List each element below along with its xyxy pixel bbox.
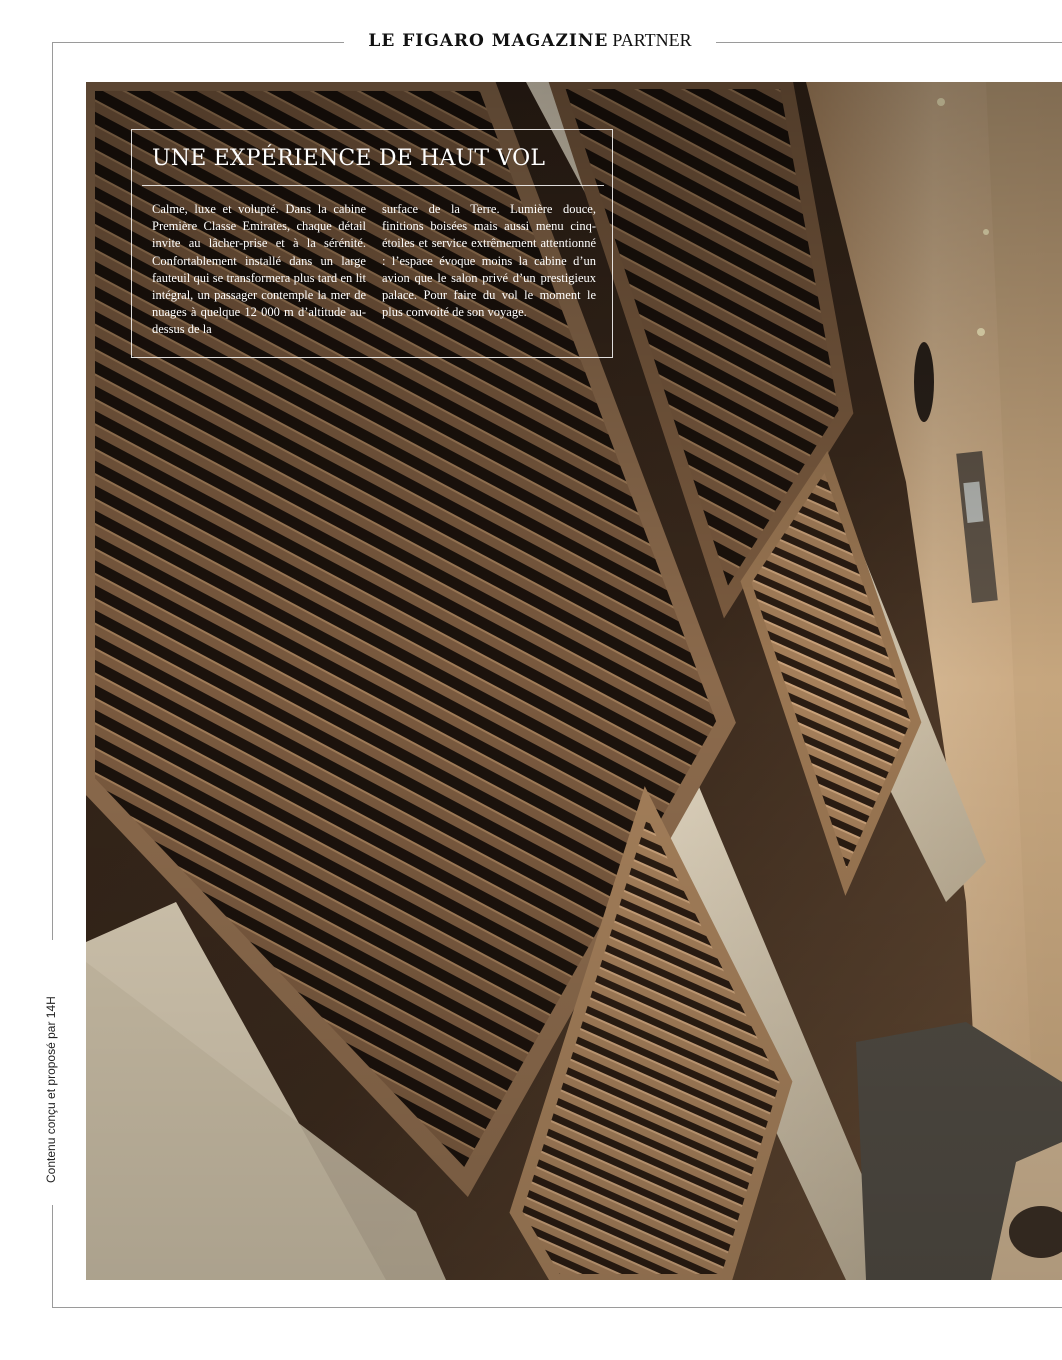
frame-line-top-right [716, 42, 1062, 43]
masthead-partner: PARTNER [612, 30, 692, 50]
article-column-1: Calme, luxe et volupté. Dans la cabine Première Classe Emirates, chaque détail invite au lâcher-prise et à la sérénité. Confortablement installé dans un large fauteuil qui se transformera plus tard en lit intégral, un passager contemple la mer de nuages à quelque 12 000 m d’altitude au-dessus de la [152, 202, 366, 337]
masthead [344, 30, 716, 51]
side-credit: Contenu conçu et proposé par 14H [44, 996, 58, 1183]
article-title: UNE EXPÉRIENCE DE HAUT VOL [152, 146, 546, 171]
article-textbox [131, 129, 613, 358]
article-columns [152, 201, 596, 339]
frame-line-left-top [52, 42, 53, 940]
masthead-brand: LE FIGARO MAGAZINE [368, 31, 609, 51]
title-rule [142, 185, 604, 186]
frame-line-bottom [52, 1307, 1062, 1308]
frame-line-top-left [52, 42, 344, 43]
frame-line-left-bottom [52, 1205, 53, 1308]
article-column-2: surface de la Terre. Lumière douce, finitions boisées mais aussi menu cinq-étoiles et service extrêmement attentionné : l’espace évoque moins la cabine d’un avion que le salon privé d’un prestigieux palace. Pour faire du vol le moment le plus convoité de son voyage. [382, 202, 596, 320]
